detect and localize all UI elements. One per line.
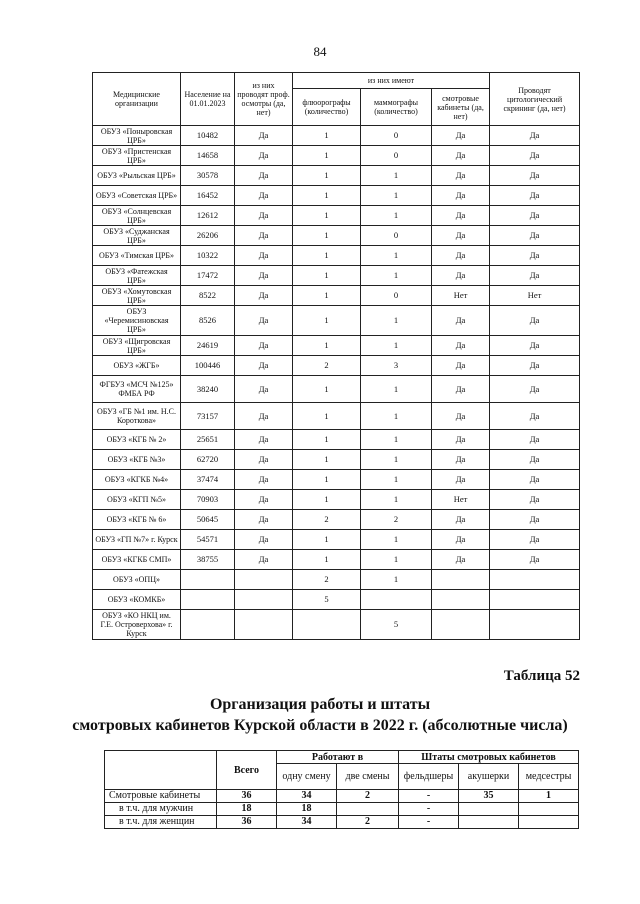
- cyto-cell: Да: [490, 510, 580, 530]
- rooms-cell: Да: [432, 376, 490, 403]
- table-row: [93, 550, 580, 570]
- cyto-cell: Да: [490, 430, 580, 450]
- cyto-cell: Да: [490, 336, 580, 356]
- fluoro-cell: 1: [293, 186, 361, 206]
- rooms-cell: Да: [432, 126, 490, 146]
- cyto-cell: Да: [490, 450, 580, 470]
- prof-cell: Да: [235, 246, 293, 266]
- row-label: в т.ч. для женщин: [105, 816, 217, 829]
- section-subtitle: смотровых кабинетов Курской области в 2022 г. (абсолютные числа): [72, 717, 568, 734]
- fluoro-cell: 2: [293, 570, 361, 590]
- header-blank: [105, 751, 217, 790]
- table-row: [93, 146, 580, 166]
- header-one-shift: одну смену: [277, 764, 337, 790]
- mammo-cell: 1: [361, 376, 432, 403]
- population-cell: 8522: [181, 286, 235, 306]
- population-cell: 54571: [181, 530, 235, 550]
- org-cell: ОБУЗ «Хомутовская ЦРБ»: [93, 286, 181, 306]
- cyto-cell: [490, 570, 580, 590]
- header-total: Всего: [234, 764, 259, 776]
- cyto-cell: Да: [490, 470, 580, 490]
- fluoro-cell: 1: [293, 166, 361, 186]
- rooms-cell: Да: [432, 430, 490, 450]
- rooms-cell: Да: [432, 186, 490, 206]
- fluoro-cell: 1: [293, 430, 361, 450]
- header-org: Медицинские организации: [93, 73, 181, 126]
- cyto-cell: Да: [490, 403, 580, 430]
- table-row: [93, 530, 580, 550]
- org-cell: ОБУЗ «КГКБ №4»: [93, 470, 181, 490]
- total-cell: 36: [241, 816, 252, 827]
- fluoro-cell: 1: [293, 246, 361, 266]
- prof-cell: Да: [235, 430, 293, 450]
- prof-cell: Да: [235, 166, 293, 186]
- org-cell: ОБУЗ «ГП №7» г. Курск: [93, 530, 181, 550]
- prof-cell: [235, 570, 293, 590]
- table-row: [93, 206, 580, 226]
- mammo-cell: [361, 590, 432, 610]
- one-shift-cell: 34: [301, 816, 312, 827]
- rooms-cell: Да: [432, 166, 490, 186]
- page-number: 84: [313, 44, 327, 59]
- fluoro-cell: [293, 610, 361, 640]
- feldshers-cell: -: [426, 790, 431, 801]
- two-shifts-cell: 2: [365, 816, 370, 827]
- cyto-cell: [490, 590, 580, 610]
- prof-cell: Да: [235, 206, 293, 226]
- fluoro-cell: 1: [293, 450, 361, 470]
- rooms-cell: Да: [432, 403, 490, 430]
- table-row: [93, 226, 580, 246]
- mammo-cell: 0: [361, 146, 432, 166]
- table-row: [93, 570, 580, 590]
- table-row: [93, 356, 580, 376]
- org-cell: ОБУЗ «ОПЦ»: [93, 570, 181, 590]
- cyto-cell: Да: [490, 186, 580, 206]
- feldshers-cell: -: [426, 803, 431, 814]
- cyto-cell: Да: [490, 530, 580, 550]
- total-cell: 36: [241, 790, 252, 801]
- table-row: [93, 430, 580, 450]
- prof-cell: Да: [235, 403, 293, 430]
- mammo-cell: 1: [361, 570, 432, 590]
- rooms-cell: Да: [432, 510, 490, 530]
- rooms-cell: [432, 590, 490, 610]
- rooms-cell: Да: [432, 246, 490, 266]
- table-row: [93, 126, 580, 146]
- rooms-cell: Да: [432, 356, 490, 376]
- table-row: [105, 803, 579, 816]
- prof-cell: Да: [235, 470, 293, 490]
- cyto-cell: Да: [490, 226, 580, 246]
- fluoro-cell: 2: [293, 510, 361, 530]
- midwives-cell: 35: [483, 790, 494, 801]
- org-cell: ФГБУЗ «МСЧ №125» ФМБА РФ: [93, 376, 181, 403]
- org-cell: ОБУЗ «КГКБ СМП»: [93, 550, 181, 570]
- rooms-cell: Да: [432, 450, 490, 470]
- prof-cell: Да: [235, 356, 293, 376]
- prof-cell: Да: [235, 126, 293, 146]
- table-row: [93, 510, 580, 530]
- cyto-cell: Да: [490, 356, 580, 376]
- prof-cell: Да: [235, 226, 293, 246]
- table-row: [93, 266, 580, 286]
- mammo-cell: 1: [361, 246, 432, 266]
- population-cell: 30578: [181, 166, 235, 186]
- mammo-cell: 1: [361, 450, 432, 470]
- prof-cell: Да: [235, 550, 293, 570]
- mammo-cell: 1: [361, 186, 432, 206]
- fluoro-cell: 1: [293, 550, 361, 570]
- prof-cell: Да: [235, 376, 293, 403]
- prof-cell: Да: [235, 530, 293, 550]
- header-two-shifts: две смены: [337, 764, 399, 790]
- table-row: [105, 816, 579, 829]
- mammo-cell: 1: [361, 530, 432, 550]
- org-cell: ОБУЗ «КО НКЦ им. Г.Е. Островерхова» г. Курск: [93, 610, 181, 640]
- fluoro-cell: 1: [293, 286, 361, 306]
- prof-cell: Да: [235, 266, 293, 286]
- org-cell: ОБУЗ «КГП №5»: [93, 490, 181, 510]
- population-cell: 10482: [181, 126, 235, 146]
- org-cell: ОБУЗ «Солнцевская ЦРБ»: [93, 206, 181, 226]
- mammo-cell: 1: [361, 166, 432, 186]
- rooms-cell: Да: [432, 550, 490, 570]
- org-cell: ОБУЗ «Суджанская ЦРБ»: [93, 226, 181, 246]
- cyto-cell: Да: [490, 550, 580, 570]
- table-row: [93, 610, 580, 640]
- cyto-cell: Да: [490, 126, 580, 146]
- fluoro-cell: 1: [293, 490, 361, 510]
- fluoro-cell: 1: [293, 306, 361, 336]
- fluoro-cell: 1: [293, 146, 361, 166]
- table-row: [93, 246, 580, 266]
- org-cell: ОБУЗ «КГБ № 2»: [93, 430, 181, 450]
- row-label: Смотровые кабинеты: [105, 790, 217, 803]
- population-cell: 100446: [181, 356, 235, 376]
- population-cell: 25651: [181, 430, 235, 450]
- header-mammographs: маммографы (количество): [361, 89, 432, 126]
- fluoro-cell: 1: [293, 206, 361, 226]
- org-cell: ОБУЗ «Тимская ЦРБ»: [93, 246, 181, 266]
- org-cell: ОБУЗ «Советская ЦРБ»: [93, 186, 181, 206]
- row-label: в т.ч. для мужчин: [105, 803, 217, 816]
- rooms-cell: Нет: [432, 286, 490, 306]
- fluoro-cell: 1: [293, 530, 361, 550]
- header-feldshers: фельдшеры: [399, 764, 459, 790]
- population-cell: 62720: [181, 450, 235, 470]
- two-shifts-cell: 2: [365, 790, 370, 801]
- population-cell: 8526: [181, 306, 235, 336]
- prof-cell: [235, 590, 293, 610]
- mammo-cell: 5: [361, 610, 432, 640]
- table-row: [93, 470, 580, 490]
- fluoro-cell: 1: [293, 376, 361, 403]
- header-nurses: медсестры: [519, 764, 579, 790]
- table-row: [93, 286, 580, 306]
- prof-cell: Да: [235, 510, 293, 530]
- mammo-cell: 1: [361, 306, 432, 336]
- rooms-cell: Нет: [432, 490, 490, 510]
- org-cell: ОБУЗ «Поныровская ЦРБ»: [93, 126, 181, 146]
- population-cell: 38240: [181, 376, 235, 403]
- cyto-cell: [490, 610, 580, 640]
- cyto-cell: Да: [490, 490, 580, 510]
- population-cell: 10322: [181, 246, 235, 266]
- mammo-cell: 1: [361, 550, 432, 570]
- table-row: [93, 306, 580, 336]
- table-caption: Таблица 52: [503, 668, 580, 684]
- section-title: Организация работы и штаты: [209, 696, 431, 713]
- header-work-in: Работают в: [311, 751, 364, 763]
- population-cell: 70903: [181, 490, 235, 510]
- population-cell: 14658: [181, 146, 235, 166]
- fluoro-cell: 1: [293, 226, 361, 246]
- rooms-cell: [432, 610, 490, 640]
- total-cell: 18: [241, 803, 252, 814]
- population-cell: 73157: [181, 403, 235, 430]
- rooms-cell: Да: [432, 266, 490, 286]
- mammo-cell: 1: [361, 490, 432, 510]
- mammo-cell: 1: [361, 430, 432, 450]
- org-cell: ОБУЗ «Фатежская ЦРБ»: [93, 266, 181, 286]
- org-cell: ОБУЗ «Пристенская ЦРБ»: [93, 146, 181, 166]
- rooms-cell: Да: [432, 206, 490, 226]
- population-cell: [181, 610, 235, 640]
- population-cell: 50645: [181, 510, 235, 530]
- population-cell: 37474: [181, 470, 235, 490]
- fluoro-cell: 1: [293, 403, 361, 430]
- rooms-cell: Да: [432, 336, 490, 356]
- fluoro-cell: 1: [293, 126, 361, 146]
- mammo-cell: 1: [361, 336, 432, 356]
- table-row: [93, 166, 580, 186]
- mammo-cell: 1: [361, 266, 432, 286]
- prof-cell: Да: [235, 146, 293, 166]
- nurses-cell: 1: [546, 790, 552, 801]
- prof-cell: Да: [235, 450, 293, 470]
- cyto-cell: Да: [490, 246, 580, 266]
- header-have: из них имеют: [293, 73, 490, 89]
- table-row: [93, 186, 580, 206]
- feldshers-cell: -: [426, 816, 431, 827]
- table-row: [93, 376, 580, 403]
- rooms-cell: Да: [432, 470, 490, 490]
- mammo-cell: 0: [361, 286, 432, 306]
- population-cell: 16452: [181, 186, 235, 206]
- table-row: [93, 490, 580, 510]
- mammo-cell: 1: [361, 403, 432, 430]
- population-cell: 24619: [181, 336, 235, 356]
- prof-cell: Да: [235, 306, 293, 336]
- header-population: Население на 01.01.2023: [181, 73, 235, 126]
- population-cell: 38755: [181, 550, 235, 570]
- rooms-cell: Да: [432, 530, 490, 550]
- population-cell: 12612: [181, 206, 235, 226]
- org-cell: ОБУЗ «Рыльская ЦРБ»: [93, 166, 181, 186]
- org-cell: ОБУЗ «Черемисиновская ЦРБ»: [93, 306, 181, 336]
- prof-cell: Да: [235, 186, 293, 206]
- prof-cell: Да: [235, 286, 293, 306]
- header-prof-exams: из них проводят проф. осмотры (да, нет): [235, 73, 293, 126]
- cyto-cell: Нет: [490, 286, 580, 306]
- fluoro-cell: 1: [293, 336, 361, 356]
- prof-cell: [235, 610, 293, 640]
- mammo-cell: 2: [361, 510, 432, 530]
- fluoro-cell: 1: [293, 266, 361, 286]
- population-cell: 17472: [181, 266, 235, 286]
- table-row: [93, 450, 580, 470]
- org-cell: ОБУЗ «КОМКБ»: [93, 590, 181, 610]
- org-cell: ОБУЗ «Щигровская ЦРБ»: [93, 336, 181, 356]
- org-cell: ОБУЗ «ЖГБ»: [93, 356, 181, 376]
- header-exam-rooms: смотровые кабинеты (да, нет): [432, 89, 490, 126]
- rooms-cell: Да: [432, 146, 490, 166]
- table-row: [93, 336, 580, 356]
- org-cell: ОБУЗ «КГБ №3»: [93, 450, 181, 470]
- one-shift-cell: 34: [301, 790, 312, 801]
- population-cell: 26206: [181, 226, 235, 246]
- table-row: [93, 403, 580, 430]
- rooms-cell: Да: [432, 226, 490, 246]
- org-cell: ОБУЗ «ГБ №1 им. Н.С. Короткова»: [93, 403, 181, 430]
- mammo-cell: 0: [361, 126, 432, 146]
- mammo-cell: 3: [361, 356, 432, 376]
- table-row: [105, 790, 579, 803]
- screening-organizations-table: [92, 72, 580, 640]
- header-fluorographs: флюорографы (количество): [293, 89, 361, 126]
- table-row: [93, 590, 580, 610]
- header-midwives: акушерки: [459, 764, 519, 790]
- cyto-cell: Да: [490, 166, 580, 186]
- rooms-cell: [432, 570, 490, 590]
- mammo-cell: 1: [361, 470, 432, 490]
- exam-rooms-staff-table: [104, 750, 579, 829]
- one-shift-cell: 18: [301, 803, 312, 814]
- cyto-cell: Да: [490, 206, 580, 226]
- fluoro-cell: 5: [293, 590, 361, 610]
- header-cyto-screening: Проводят цитологический скрининг (да, нет): [490, 73, 580, 126]
- cyto-cell: Да: [490, 146, 580, 166]
- fluoro-cell: 1: [293, 470, 361, 490]
- fluoro-cell: 2: [293, 356, 361, 376]
- mammo-cell: 0: [361, 226, 432, 246]
- header-staff: Штаты смотровых кабинетов: [421, 751, 556, 763]
- cyto-cell: Да: [490, 266, 580, 286]
- population-cell: [181, 590, 235, 610]
- org-cell: ОБУЗ «КГБ № 6»: [93, 510, 181, 530]
- prof-cell: Да: [235, 336, 293, 356]
- rooms-cell: Да: [432, 306, 490, 336]
- population-cell: [181, 570, 235, 590]
- prof-cell: Да: [235, 490, 293, 510]
- mammo-cell: 1: [361, 206, 432, 226]
- cyto-cell: Да: [490, 306, 580, 336]
- cyto-cell: Да: [490, 376, 580, 403]
